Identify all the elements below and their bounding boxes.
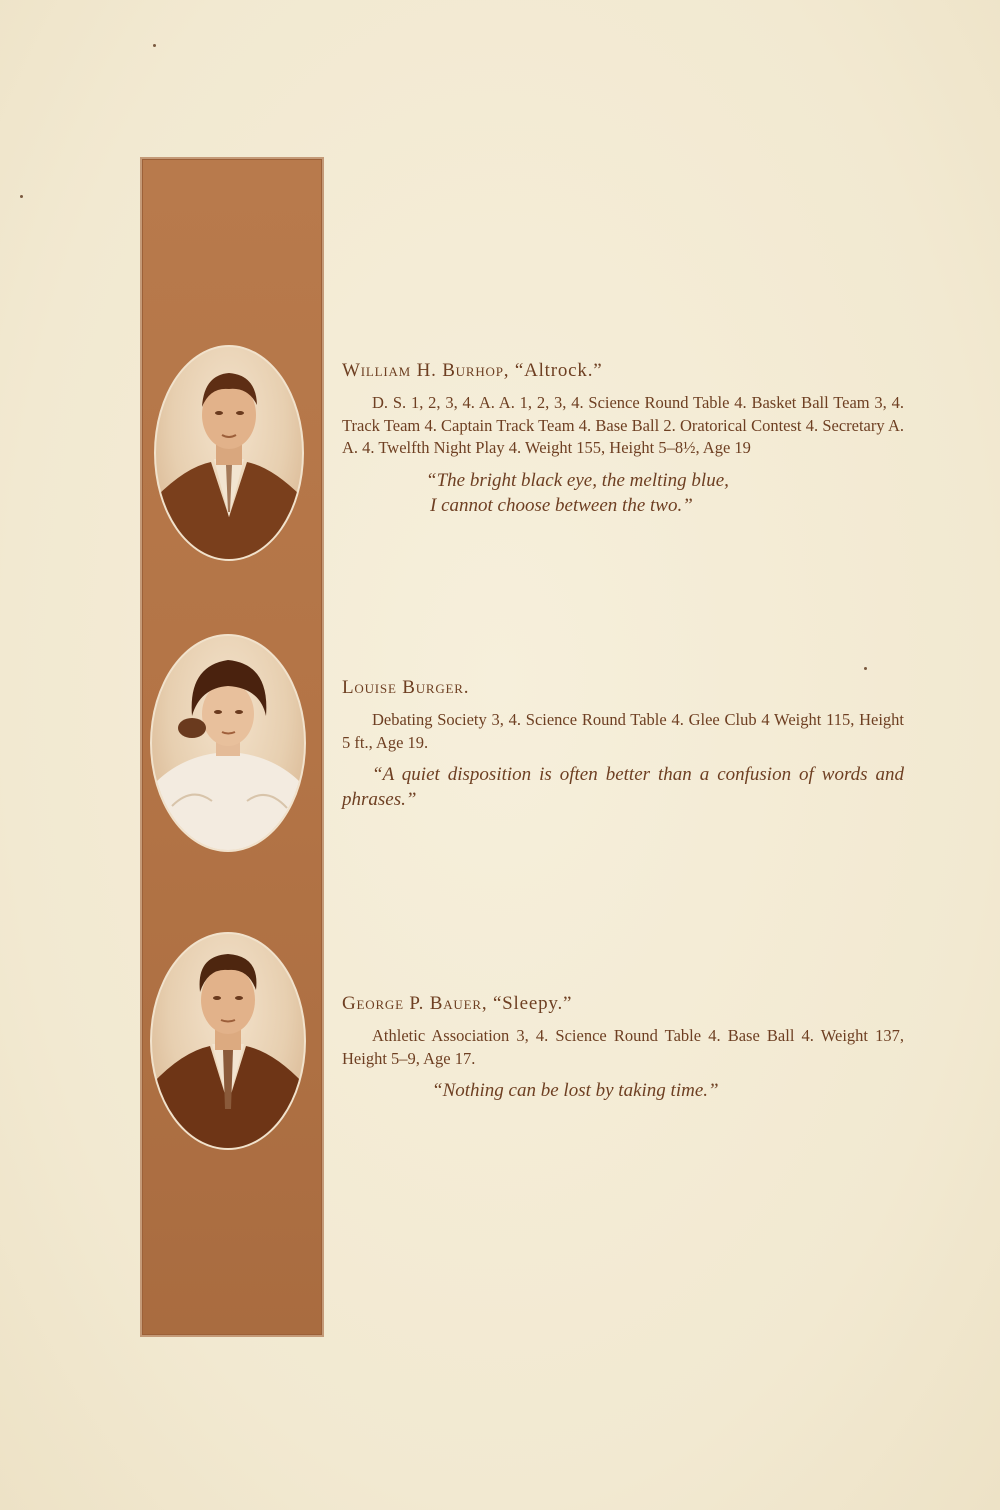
entry-name	[342, 360, 904, 382]
student-quote-line2: I cannot choose between the two.”	[430, 494, 693, 516]
portrait-burhop-image	[156, 347, 302, 559]
portrait-bauer-image	[152, 934, 304, 1148]
entry-burger	[342, 677, 904, 812]
student-quote-line1: “The bright black eye, the melting blue,	[426, 469, 729, 491]
entry-name	[342, 993, 904, 1015]
entry-name	[342, 677, 904, 699]
paper-speck	[20, 195, 23, 198]
student-name: William H. Burhop,	[342, 360, 510, 381]
portrait-burger-image	[152, 636, 304, 850]
student-details: Athletic Association 3, 4. Science Round Table 4. Base Ball 4. Weight 137, Height 5–9, Age 17.	[342, 1026, 904, 1068]
paper-speck	[864, 667, 867, 670]
portrait-bauer	[150, 932, 306, 1150]
portrait-burhop	[154, 345, 304, 561]
student-nickname: “Sleepy.”	[492, 993, 573, 1014]
portrait-burger	[150, 634, 306, 852]
student-name: George P. Bauer,	[342, 993, 488, 1014]
student-details: D. S. 1, 2, 3, 4. A. A. 1, 2, 3, 4. Science Round Table 4. Basket Ball Team 3, 4. Track Team 4. Captain Track Team 4. Base Ball 2. Oratorical Contest 4. Secretary A. A. 4. Twelfth Night Play 4. Weight 155, Height 5–8½, Age 19	[342, 393, 904, 457]
entry-bauer	[342, 993, 904, 1103]
entry-burhop	[342, 360, 904, 518]
student-quote: “Nothing can be lost by taking time.”	[432, 1080, 719, 1101]
student-name: Louise Burger.	[342, 677, 470, 698]
student-nickname: “Altrock.”	[514, 360, 603, 381]
student-quote: “A quiet disposition is often better than a confusion of words and phrases.”	[342, 764, 904, 810]
portrait-strip	[140, 157, 324, 1337]
student-details: Debating Society 3, 4. Science Round Table 4. Glee Club 4 Weight 115, Height 5 ft., Age 19.	[342, 710, 904, 752]
paper-speck	[153, 44, 156, 47]
